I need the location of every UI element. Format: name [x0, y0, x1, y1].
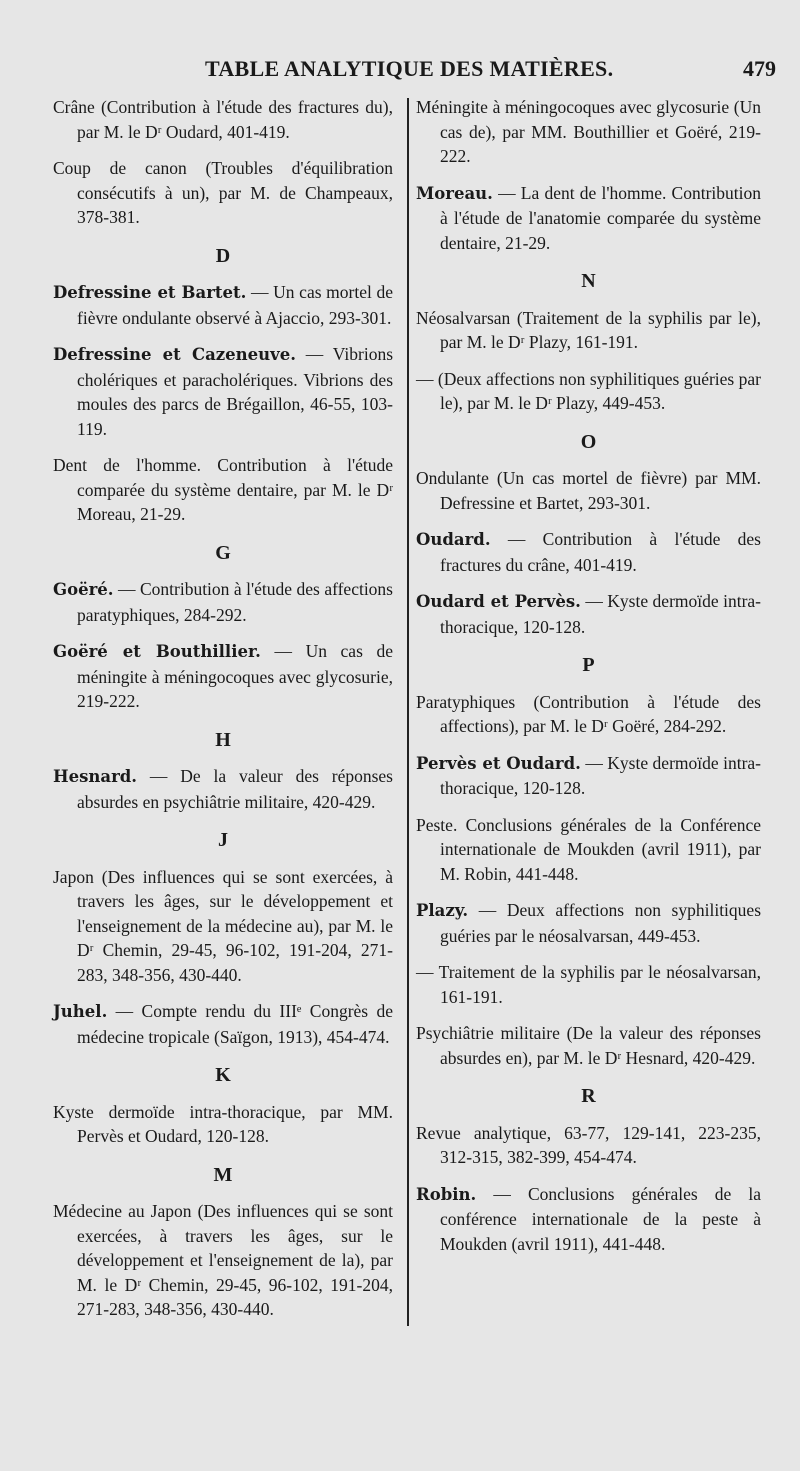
- entry-text: — De la valeur des réponses absurdes en psychiâtrie militaire, 420-429.: [77, 766, 393, 812]
- author-heading: Robin.: [416, 1184, 477, 1204]
- index-entry: Dent de l'homme. Contribution à l'étude comparée du système dentaire, par M. le Dʳ Moreau, 21-29.: [53, 455, 393, 524]
- index-entry: Coup de canon (Troubles d'équilibration consécutifs à un), par M. de Champeaux, 378-381.: [53, 158, 393, 227]
- entry-text: — Vibrions cholériques et paracholériques. Vibrions des moules des parcs de Brégaillon, 46-55, 103-119.: [77, 344, 393, 439]
- section-letter: N: [581, 270, 596, 292]
- section-letter: D: [215, 244, 231, 267]
- index-entry: Médecine au Japon (Des influences qui se sont exercées, à travers les âges, sur le développement et l'enseignement de la), par M. le Dʳ Chemin, 29-45, 96-102, 191-204, 271-283, 348-356, 430-440.: [53, 1201, 393, 1319]
- entry-text: — Kyste dermoïde intra-thoracique, 120-128.: [440, 591, 761, 637]
- index-entry: Ondulante (Un cas mortel de fièvre) par MM. Defressine et Bartet, 293-301.: [416, 468, 761, 513]
- author-heading: Defressine et Cazeneuve.: [53, 345, 296, 364]
- index-entry: [53, 342, 393, 441]
- index-entry: [53, 280, 393, 330]
- author-heading: Oudard et Pervès.: [416, 592, 581, 611]
- entry-text: — Compte rendu du IIIᵉ Congrès de médecine tropicale (Saïgon, 1913), 454-474.: [77, 1001, 393, 1047]
- page-number: 479: [743, 56, 776, 81]
- index-entry: [416, 527, 761, 577]
- index-entry: Néosalvarsan (Traitement de la syphilis par le), par M. le Dʳ Plazy, 161-191.: [416, 307, 761, 352]
- entry-text: — Conclusions générales de la conférence internationale de la peste à Moukden (avril 1911), 441-448.: [440, 1183, 761, 1254]
- author-heading: Hesnard.: [53, 767, 138, 786]
- entry-text: — Contribution à l'étude des fractures du crâne, 401-419.: [440, 529, 761, 575]
- index-entry: Méningite à méningocoques avec glycosurie (Un cas de), par MM. Bouthillier et Goëré, 219-222.: [416, 97, 761, 166]
- index-entry: Psychiâtrie militaire (De la valeur des réponses absurdes en), par M. le Dʳ Hesnard, 420-429.: [416, 1023, 761, 1068]
- index-entry: [416, 898, 761, 948]
- index-entry: Crâne (Contribution à l'étude des fractures du), par M. le Dʳ Oudard, 401-419.: [53, 97, 393, 142]
- index-entry: Japon (Des influences qui se sont exercées, à travers les âges, sur le développement et l'enseignement de la médecine au), par M. le Dʳ Chemin, 29-45, 96-102, 191-204, 271-283, 348-356, 430-440.: [53, 866, 393, 985]
- index-entry: [53, 764, 393, 814]
- entry-text: — Contribution à l'étude des affections paratyphiques, 284-292.: [77, 579, 393, 625]
- author-heading: Goëré.: [53, 580, 114, 599]
- section-letter: O: [580, 430, 597, 453]
- entry-text: — La dent de l'homme. Contribution à l'étude de l'anatomie comparée du système dentaire, 21-29.: [440, 182, 761, 253]
- index-entry: [416, 1182, 761, 1257]
- index-entry: Revue analytique, 63-77, 129-141, 223-235, 312-315, 382-399, 454-474.: [416, 1122, 761, 1167]
- author-heading: Goëré et Bouthillier.: [53, 642, 261, 661]
- author-heading: Pervès et Oudard.: [416, 753, 581, 773]
- author-heading: Oudard.: [416, 530, 491, 549]
- section-letter: P: [582, 654, 595, 676]
- index-entry: [416, 751, 761, 801]
- index-entry: — Traitement de la syphilis par le néosalvarsan, 161-191.: [416, 962, 761, 1007]
- section-letter: M: [213, 1163, 233, 1186]
- index-entry: Paratyphiques (Contribution à l'étude des affections), par M. le Dʳ Goëré, 284-292.: [416, 691, 761, 736]
- index-entry: [53, 639, 393, 714]
- author-heading: Plazy.: [416, 901, 469, 920]
- page-title: TABLE ANALYTIQUE DES MATIÈRES.: [205, 56, 614, 81]
- column-divider: [407, 98, 409, 1326]
- index-entry: Peste. Conclusions générales de la Conférence internationale de Moukden (avril 1911), par M. Robin, 441-448.: [416, 814, 761, 884]
- index-entry: [53, 577, 393, 627]
- index-entry: [53, 999, 393, 1049]
- index-entry: Kyste dermoïde intra-thoracique, par MM. Pervès et Oudard, 120-128.: [53, 1101, 393, 1146]
- author-heading: Juhel.: [53, 1002, 108, 1021]
- entry-text: — Deux affections non syphilitiques guéries par le néosalvarsan, 449-453.: [440, 900, 761, 946]
- index-entry: — (Deux affections non syphilitiques guéries par le), par M. le Dʳ Plazy, 449-453.: [416, 368, 761, 413]
- section-letter: K: [215, 1064, 231, 1086]
- running-header: [0, 52, 800, 92]
- left-column: [53, 95, 393, 1334]
- index-entry: [416, 589, 761, 639]
- entry-text: — Kyste dermoïde intra-thoracique, 120-128.: [440, 752, 761, 798]
- entry-text: — Un cas mortel de fièvre ondulante observé à Ajaccio, 293-301.: [77, 282, 393, 328]
- section-letter: R: [581, 1085, 596, 1107]
- section-letter: G: [215, 541, 231, 564]
- right-column: [416, 95, 761, 1268]
- author-heading: Defressine et Bartet.: [53, 283, 247, 302]
- section-letter: J: [218, 829, 228, 851]
- section-letter: H: [215, 728, 231, 751]
- entry-text: — Un cas de méningite à méningocoques avec glycosurie, 219-222.: [77, 641, 393, 711]
- author-heading: Moreau.: [416, 183, 493, 203]
- index-entry: [416, 181, 761, 256]
